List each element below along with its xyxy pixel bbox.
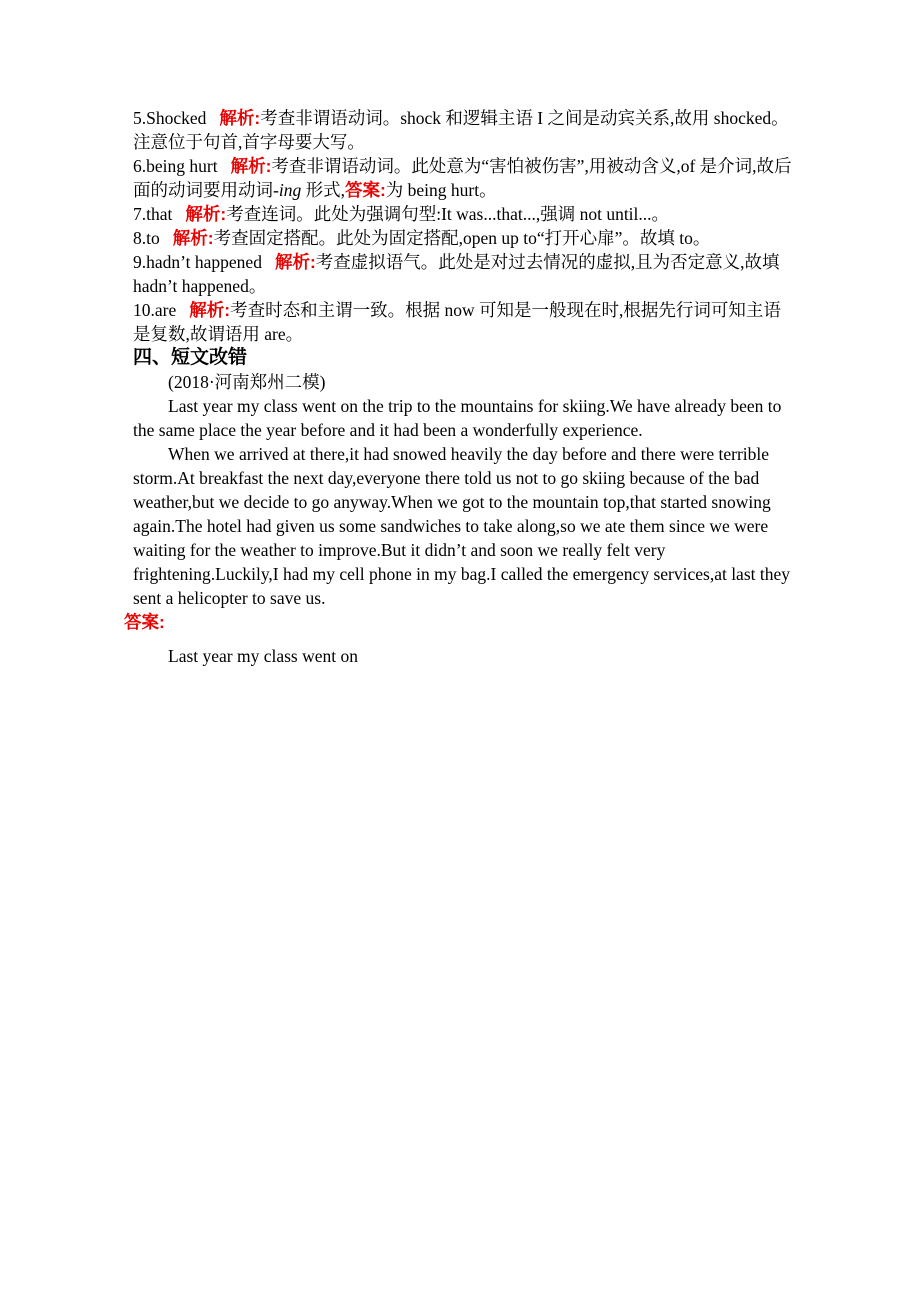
analysis-marker: 解析:: [185, 204, 227, 224]
explanation-text: 考查非谓语动词。此处意为“害怕被伤害”,用被动含义,of 是介词,故后面的动词要用动词-: [133, 156, 792, 200]
explanation-text: 考查非谓语动词。shock 和逻辑主语 I 之间是动宾关系,故用 shocked。注意位于句首,首字母要大写。: [133, 108, 789, 152]
answer-text: Last year my class went on: [168, 646, 359, 666]
item-answer: 8.to: [133, 228, 160, 248]
analysis-marker: 解析:: [219, 108, 261, 128]
passage-paragraph-1: Last year my class went on the trip to the mountains for skiing.We have already been to the same place the year before and it had been a wonderfully experience.: [133, 396, 782, 440]
item-answer: 6.being hurt: [133, 156, 218, 176]
exam-source: (2018·河南郑州二模): [168, 372, 326, 392]
answer-label: 答案:: [124, 612, 165, 632]
explanation-text: 考查连词。此处为强调句型:It was...that...,强调 not until...。: [226, 204, 670, 224]
explanation-text: 考查虚拟语气。此处是对过去情况的虚拟,且为否定意义,故填 hadn’t happened。: [133, 252, 780, 296]
analysis-marker: 解析:: [189, 300, 231, 320]
analysis-item: [133, 226, 795, 250]
explanation-text: 为 being hurt。: [385, 180, 497, 200]
item-answer: 7.that: [133, 204, 173, 224]
explanation-text: 考查固定搭配。此处为固定搭配,open up to“打开心扉”。故填 to。: [213, 228, 711, 248]
analysis-marker: 解析:: [230, 156, 272, 176]
analysis-marker: 解析:: [172, 228, 214, 248]
analysis-marker: 答案:: [344, 180, 386, 200]
explanation-text: 形式,: [301, 180, 345, 200]
passage-paragraph-2: When we arrived at there,it had snowed heavily the day before and there were terrible storm.At breakfast the next day,everyone there told us not to go skiing because of the bad weather,but we decide to go anyway.When we got to the mountain top,that started snowing again.The hotel had given us some sandwiches to take along,so we ate them since we were waiting for the weather to improve.But it didn’t and soon we really felt very frightening.Luckily,I had my cell phone in my bag.I called the emergency services,at last they sent a helicopter to save us.: [133, 444, 791, 608]
analysis-item: [133, 250, 795, 298]
analysis-item: [133, 298, 795, 346]
analysis-item: [133, 106, 795, 154]
explanation-italic: ing: [278, 180, 302, 200]
item-answer: 9.hadn’t happened: [133, 252, 262, 272]
analysis-item: [133, 154, 795, 202]
section-heading-correction: 四、短文改错: [133, 347, 248, 368]
analysis-marker: 解析:: [274, 252, 316, 272]
analysis-section: [133, 106, 795, 346]
analysis-item: [133, 202, 795, 226]
item-answer: 10.are: [133, 300, 177, 320]
explanation-text: 考查时态和主谓一致。根据 now 可知是一般现在时,根据先行词可知主语是复数,故谓语用 are。: [133, 300, 781, 344]
item-answer: 5.Shocked: [133, 108, 207, 128]
